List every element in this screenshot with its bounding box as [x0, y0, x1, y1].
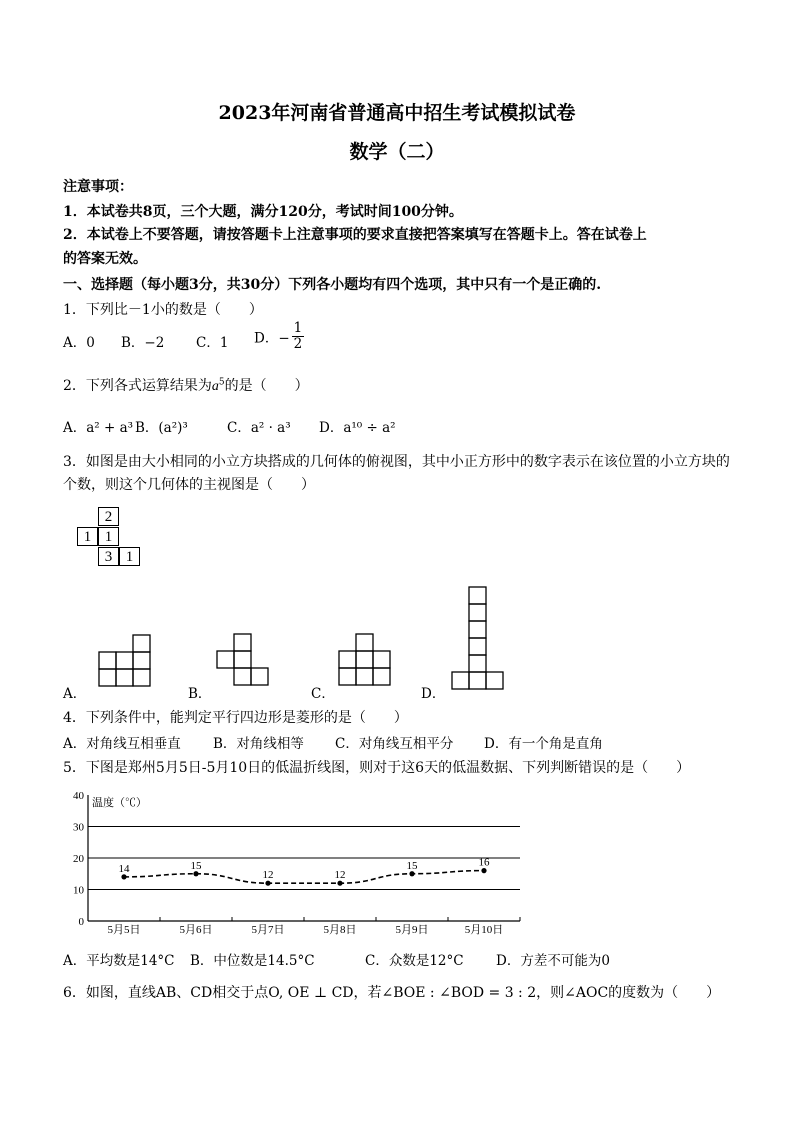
x-tick-label: 5月10日: [464, 924, 504, 936]
chart-ylabel: 温度（℃）: [92, 797, 147, 809]
q3-option-a: A．: [63, 686, 87, 702]
y-tick-label: 20: [73, 853, 84, 865]
q3-option-figures: [0, 580, 794, 700]
q3-option-d: D．: [421, 686, 446, 702]
q2-stem-prefix: 2．下列各式运算结果为: [63, 378, 212, 394]
question-3-stem-2: 个数，则这个几何体的主视图是（ ）: [63, 477, 315, 493]
q4-option-c: C．对角线互相平分: [335, 736, 454, 752]
data-point: [409, 871, 414, 876]
grid-cell: 2: [98, 507, 119, 526]
section-heading: 一、选择题（每小题3分，共30分）下列各小题均有四个选项，其中只有一个是正确的.: [63, 277, 602, 293]
q5-option-b: B．中位数是14.5°C: [190, 953, 315, 969]
data-label: 15: [190, 859, 202, 872]
fraction-denominator: 2: [293, 336, 303, 352]
question-3-stem-1: 3．如图是由大小相同的小立方块搭成的几何体的俯视图，其中小正方形中的数字表示在该位置的小立方块的: [63, 454, 730, 470]
option-d-figure: [452, 587, 503, 689]
q4-option-d: D．有一个角是直角: [484, 736, 603, 752]
question-6-stem: 6．如图，直线AB、CD相交于点O, OE ⊥ CD，若∠BOE : ∠BOD = 3 : 2，则∠AOC的度数为（ ）: [63, 985, 721, 1001]
notes-item-2-cont: 的答案无效。: [63, 251, 147, 267]
y-tick-label: 0: [78, 916, 84, 928]
q1-option-b: B．−2: [121, 335, 165, 351]
data-point: [265, 881, 270, 886]
q1-option-d: [254, 321, 304, 352]
data-point: [337, 881, 342, 886]
q4-option-a: A．对角线互相垂直: [63, 736, 181, 752]
x-tick-label: 5月5日: [107, 924, 141, 936]
data-label: 12: [334, 869, 346, 882]
q5-option-a: A．平均数是14°C: [63, 953, 175, 969]
series-line: [124, 871, 484, 884]
exam-title: 2023年河南省普通高中招生考试模拟试卷: [218, 102, 576, 124]
notes-item-2: 2．本试卷上不要答题，请按答题卡上注意事项的要求直接把答案填写在答题卡上。答在试卷上: [63, 227, 647, 243]
data-point: [481, 868, 486, 873]
q1-option-a: A．0: [63, 335, 95, 351]
grid-cell: 1: [77, 527, 98, 546]
data-point: [121, 874, 126, 879]
exam-subtitle: 数学（二）: [349, 141, 445, 163]
y-tick-label: 10: [73, 884, 84, 897]
grid-cell: 1: [119, 547, 140, 566]
q1-option-d-prefix: D．−: [254, 330, 290, 347]
notes-item-1: 1．本试卷共8页，三个大题，满分120分，考试时间100分钟。: [63, 204, 463, 220]
q2-stem-suffix: 的是（ ）: [224, 378, 309, 394]
data-label: 12: [262, 869, 274, 882]
q2-stem-exp: 5: [218, 377, 225, 388]
q2-option-d: D．a¹⁰ ÷ a²: [319, 420, 396, 436]
data-label: 14: [118, 862, 130, 875]
option-b-figure: [217, 634, 268, 685]
y-tick-label: 30: [73, 821, 84, 834]
q2-option-c: C．a² · a³: [227, 420, 291, 436]
data-label: 16: [478, 856, 490, 869]
q2-option-a: A．a² + a³: [63, 420, 134, 436]
q1-option-c: C．1: [196, 335, 229, 351]
q2-option-b: B．(a²)³: [135, 420, 188, 436]
top-view-grid: [77, 507, 143, 567]
grid-cell: 3: [98, 547, 119, 566]
question-2-stem: [63, 375, 309, 395]
question-1-stem: 1．下列比－1小的数是（ ）: [63, 302, 263, 318]
x-tick-label: 5月8日: [323, 924, 357, 936]
x-tick-label: 5月9日: [395, 924, 429, 936]
q2-stem-var: a: [211, 379, 219, 394]
question-4-stem: 4．下列条件中，能判定平行四边形是菱形的是（ ）: [63, 710, 408, 726]
q5-option-d: D．方差不可能为0: [496, 953, 610, 969]
q3-option-b: B．: [188, 686, 212, 702]
option-a-figure: [99, 635, 150, 686]
question-5-stem: 5．下图是郑州5月5日-5月10日的低温折线图，则对于这6天的低温数据、下列判断错误的是（ ）: [63, 760, 691, 776]
q4-option-b: B．对角线相等: [213, 736, 304, 752]
fraction: [292, 321, 305, 352]
grid-cell: 1: [98, 527, 119, 546]
y-tick-label: 40: [73, 790, 84, 802]
fraction-numerator: 1: [293, 320, 303, 336]
data-label: 15: [406, 859, 418, 872]
temperature-line-chart: [0, 780, 794, 940]
q5-option-c: C．众数是12°C: [365, 953, 464, 969]
q3-option-c: C．: [311, 686, 335, 702]
x-tick-label: 5月6日: [179, 924, 213, 936]
option-c-figure: [339, 634, 390, 685]
data-point: [193, 871, 198, 876]
x-tick-label: 5月7日: [251, 924, 285, 936]
notes-heading: 注意事项：: [63, 179, 133, 195]
